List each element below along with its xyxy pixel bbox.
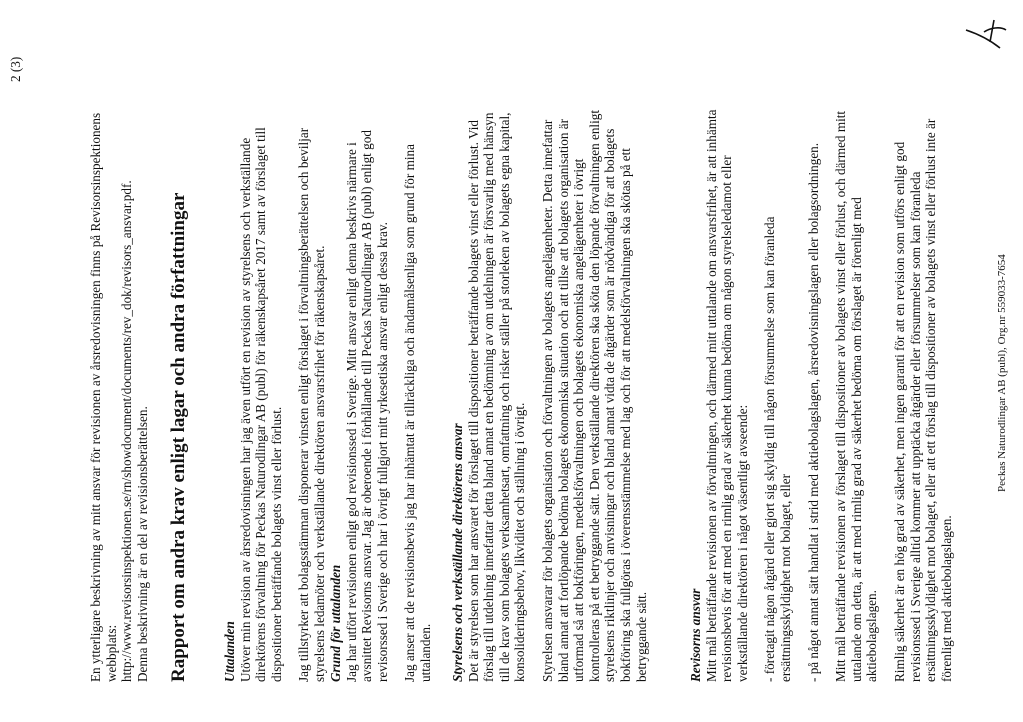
grund-title: Grund för uttalanden [328,564,343,682]
styrelsen-title: Styrelsens och verkställande direktörens ansvar [450,423,465,682]
intro-text: En ytterligare beskrivning av mitt ansvar för revisionen av årsredovisningen finns på Revisorsinspektionens webbplats: http://www.revisorsinspektionen.se/rn/showdocument/documents/rev_dok/revisors_ansvar.pdf. Denna beskrivning är en del av revisionsberättelsen. [88,112,150,682]
revisorns-section: Revisorns ansvar Mitt mål beträffande revisionen av förvaltningen, och därmed mitt uttalande om ansvarsfrihet, är att inhämta revisionsbevis för att med en rimlig grad av säkerhet kunna bedöma om någon styrelseledamot eller verkställande direktören i något väsentligt avseende: - företagit någon åtgärd eller gjort sig skyldig till någon försummelse som kan föranleda ersättningsskyldighet mot bolaget, eller - på något annat sätt handlat i strid med aktiebolagslagen, årsredovisningslagen eller bolagsordningen. Mitt mål beträffande revisionen av förslaget till dispositioner av bolagets vinst eller förlust, och därmed mitt uttalande om detta, är att med rimlig grad av säkerhet bedöma om förslaget är förenligt med aktiebolagslagen. Rimlig säkerhet är en hög grad av säkerhet, men ingen garanti för att en revision som utförs enligt god revisionssed i Sverige alltid kommer att upptäcka åtgärder eller försummelser som kan föranleda ersättningsskyldighet mot bolaget, eller att ett förslag till dispositioner av bolagets vinst eller förlust inte är förenligt med aktiebolagslagen. [688,109,954,682]
uttalanden-section: Uttalanden Utöver min revision av årsredovisningen har jag även utfört en revision av styrelsens och verkställande direktörens förvaltning för Peckas Naturodlingar AB (publ) för räkenskapsåret 2017 samt av förslaget till dispositioner beträffande bolagets vinst eller förlust. Jag tillstyrker att bolagsstämman disponerar vinsten enligt förslaget i förvaltningsberättelsen och beviljar styrelsens ledamöter och verkställande direktören ansvarsfrihet för räkenskapsåret. [222,127,327,682]
page-number: 2 (3) [8,56,23,82]
styrelsen-section: Styrelsens och verkställande direktörens ansvar Det är styrelsen som har ansvaret för förslaget till dispositioner beträffande bolagets vinst eller förlust. Vid förslag till utdelning innefattar detta bland annat en bedömning av om utdelningen är försvarlig med hänsyn till de krav som bolagets verksamhetsart, omfattning och risker ställer på storleken av bolagets egna kapital, konsolideringsbehov, likviditet och ställning i övrigt. Styrelsen ansvarar för bolagets organisation och förvaltningen av bolagets angelägenheter. Detta innefattar bland annat att fortlöpande bedöma bolagets ekonomiska situation och att tillse att bolagets organisation är utformad så att bokföringen, medelsförvaltningen och bolagets ekonomiska angelägenheter i övrigt kontrolleras på ett betryggande sätt. Den verkställande direktören ska sköta den löpande förvaltningen enligt styrelsens riktlinjer och anvisningar och bland annat vidta de åtgärder som är nödvändiga för att bolagets bokföring ska fullgöras i överensstämmelse med lag och för att medelsförvaltningen ska skötas på ett betryggande sätt. [450,109,649,682]
section-heading: Rapport om andra krav enligt lagar och andra författningar [168,192,189,682]
revisorns-title: Revisorns ansvar [688,588,703,682]
uttalanden-title: Uttalanden [222,621,237,682]
signature-initials [960,14,1015,54]
grund-section: Grund för uttalanden Jag har utfört revisionen enligt god revisionssed i Sverige. Mitt ansvar enligt denna beskrivs närmare i avsnittet Revisorns ansvar. Jag är oberoende i förhållande till Peckas Naturodlingar AB (publ) enligt god revisorssed i Sverige och har i övrigt fullgjort mitt yrkesetiska ansvar enligt dessa krav. Jag anser att de revisionsbevis jag har inhämtat är tillräckliga och ändamålsenliga som grund för mina uttalanden. [328,130,433,682]
page-footer: Peckas Naturodlingar AB (publ), Org.nr 559033-7654 [996,254,1008,492]
